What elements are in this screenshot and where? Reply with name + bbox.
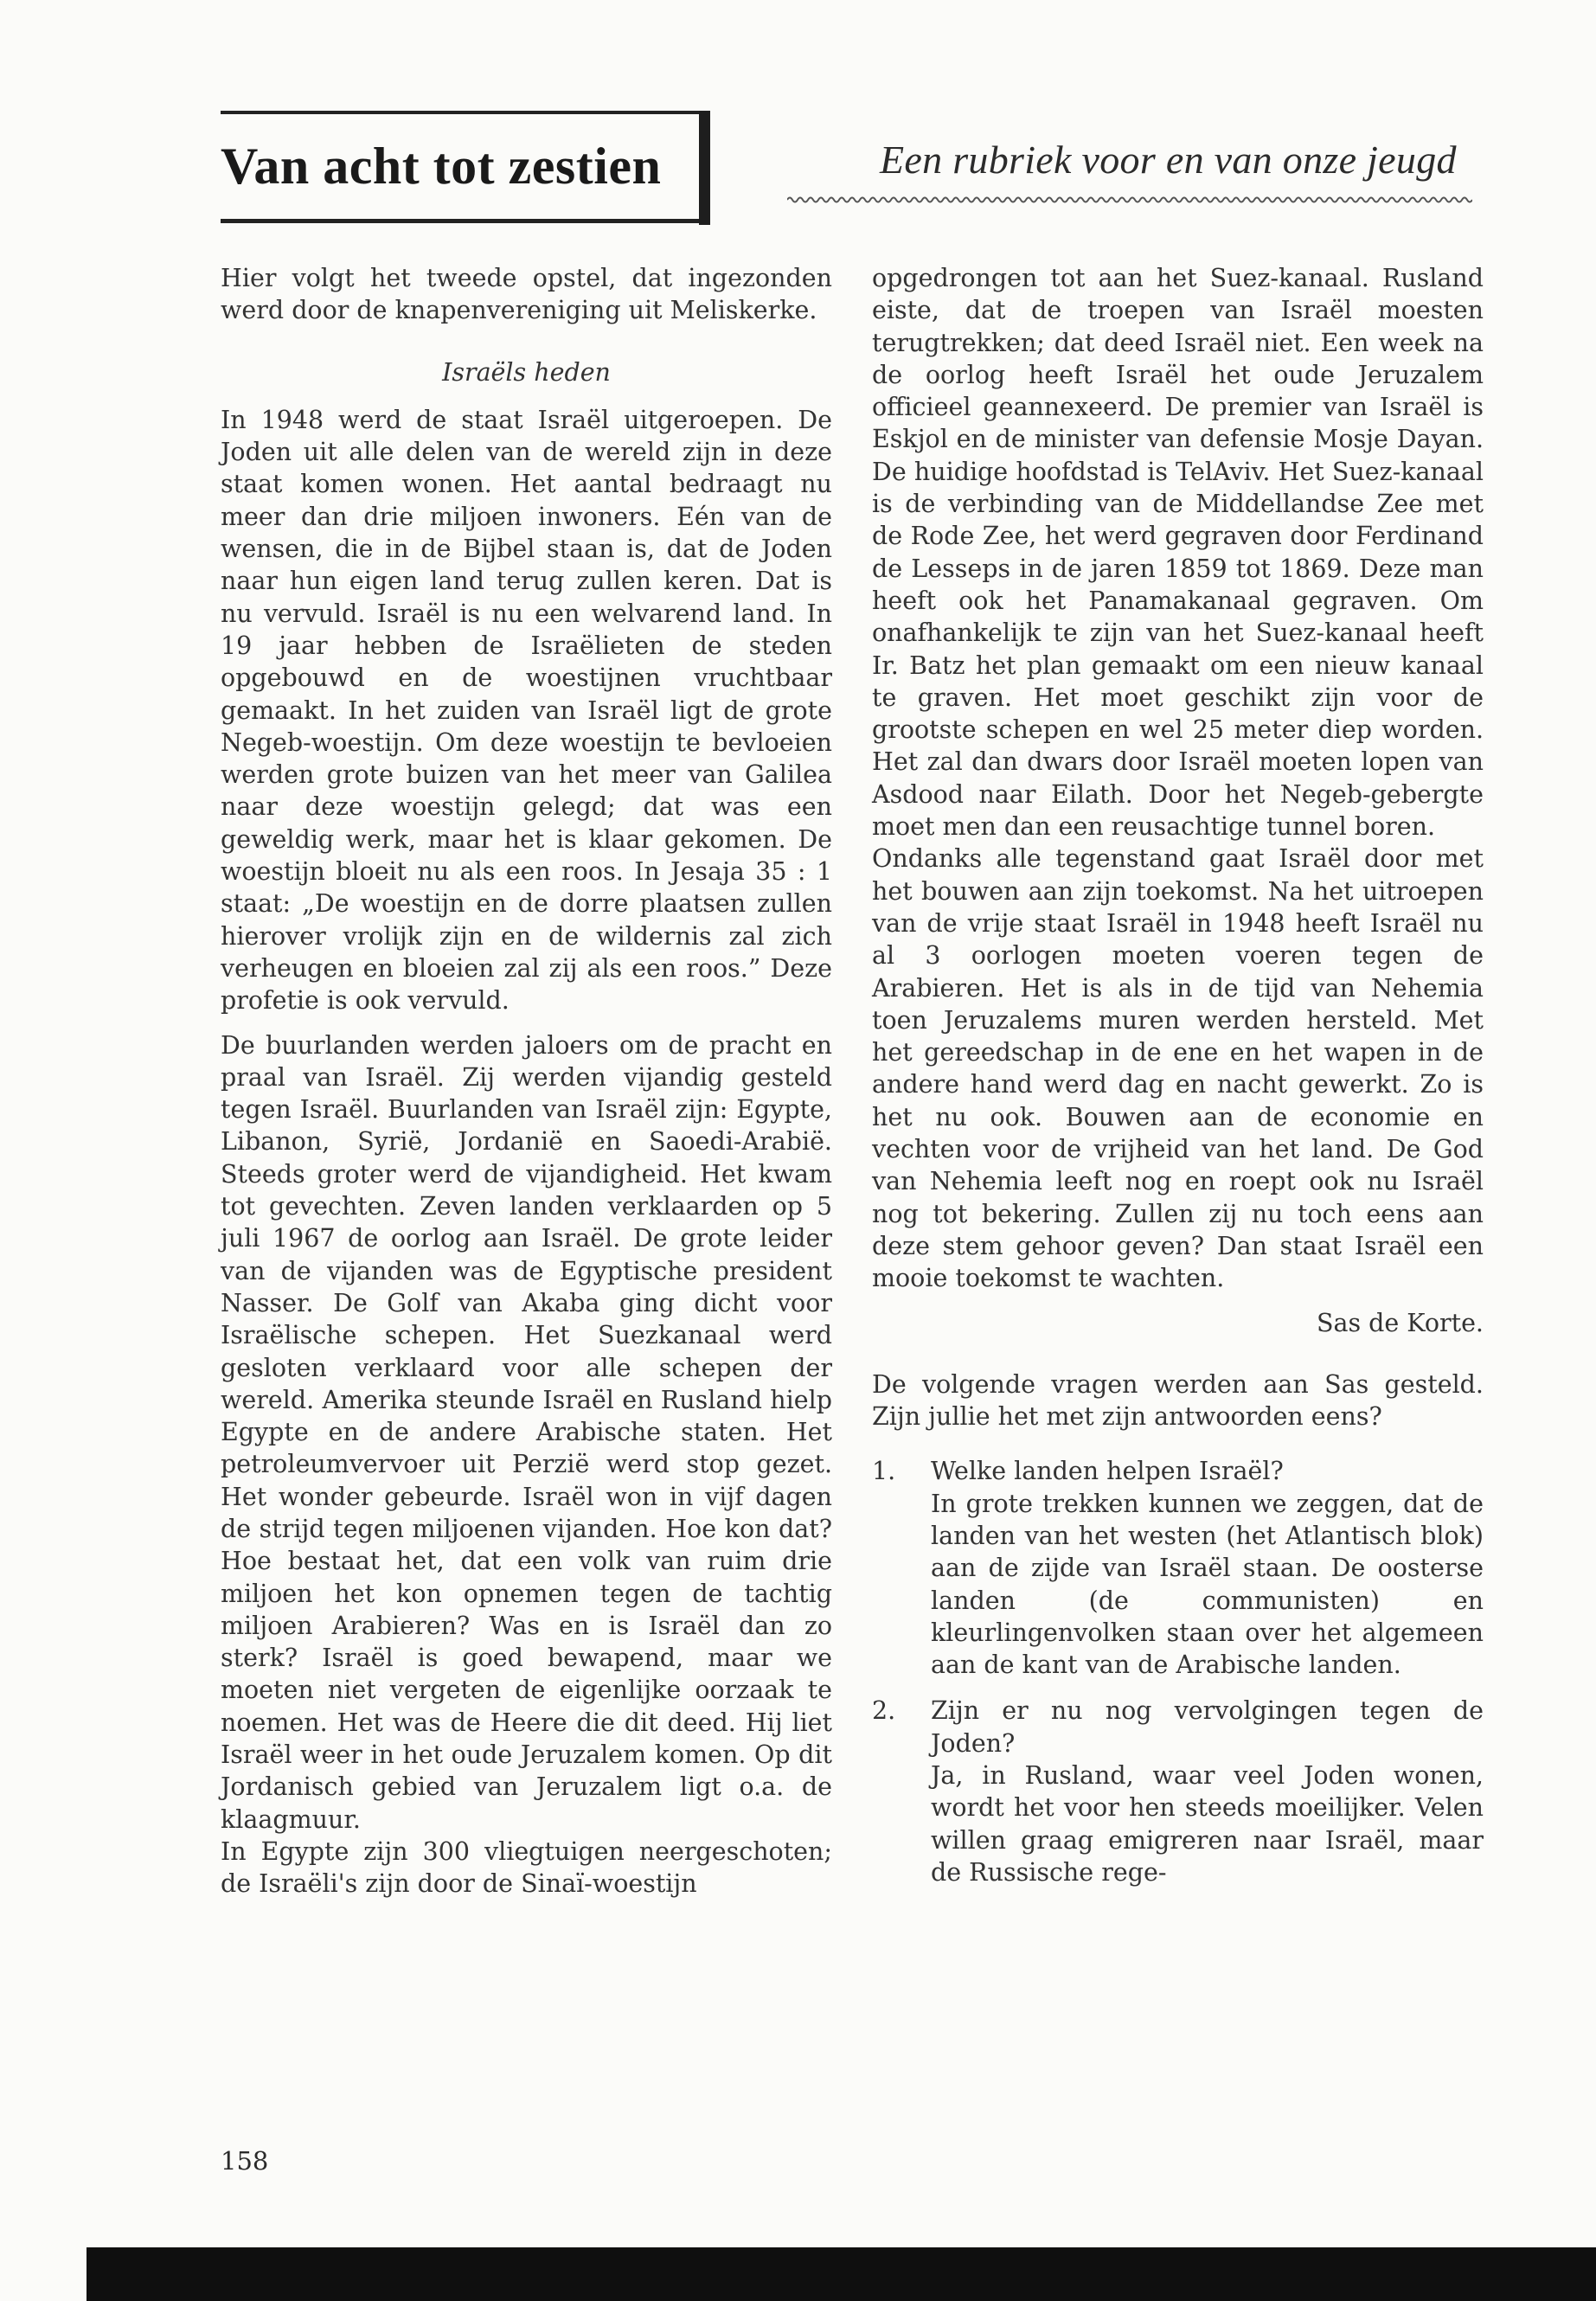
article-paragraph-1: In 1948 werd de staat Israël uitgeroepen. De Joden uit alle delen van de wereld zijn in deze staat komen wonen. Het aantal bedraagt nu meer dan drie miljoen inwoners. Eén van de wensen, die in de Bijbel staan is, dat de Joden naar hun eigen land terug zullen keren. Dat is nu vervuld. Israël is nu een welvarend land. In 19 jaar hebben de Israëlieten de steden opgebouwd en de woestijnen vruchtbaar gemaakt. In het zuiden van Israël ligt de grote Negeb-woestijn. Om deze woestijn te bevloeien werden grote buizen van het meer van Galilea naar deze woestijn gelegd; dat was een geweldig werk, maar het is klaar gekomen. De woestijn bloeit nu als een roos. In Jesaja 35 : 1 staat: „De woestijn en de dorre plaatsen zullen hierover vrolijk zijn en de wildernis zal zich verheugen en bloeien zal zij als een roos.” Deze profetie is ook vervuld.: [221, 405, 832, 1016]
author-signature: Sas de Korte.: [1316, 1308, 1484, 1337]
question-item: [872, 1695, 1484, 1888]
section-header: [221, 111, 1475, 228]
section-subtitle: Een rubriek voor en van onze jeugd: [880, 138, 1457, 182]
question-text: Welke landen helpen Israël?: [931, 1457, 1284, 1486]
article-subheading: Israëls heden: [442, 357, 611, 387]
article-paragraph-4: opgedrongen tot aan het Suez-kanaal. Rusland eiste, dat de troepen van Israël moesten terugtrekken; dat deed Israël niet. Een week na de oorlog heeft Israël het oude Jeruzalem officieel geannexeerd. De premier van Israël is Eskjol en de minister van defensie Mosje Dayan. De huidige hoofdstad is TelAviv. Het Suez-kanaal is de verbinding van de Middellandse Zee met de Rode Zee, het werd gegraven door Ferdinand de Lesseps in de jaren 1859 tot 1869. Deze man heeft ook het Panamakanaal gegraven. Om onafhankelijk te zijn van het Suez-kanaal heeft Ir. Batz het plan gemaakt om een nieuw kanaal te graven. Het moet geschikt zijn voor de grootste schepen en wel 25 meter diep worden. Het zal dan dwars door Israël moeten lopen van Asdood naar Eilath. Door het Negeb-gebergte moet men dan een reusachtige tunnel boren.: [872, 264, 1484, 842]
left-column: [221, 262, 832, 1900]
header-rule-bottom: [221, 219, 705, 223]
question-list: [872, 1455, 1484, 1888]
article-paragraph-2: De buurlanden werden jaloers om de pracht en praal van Israël. Zij werden vijandig gesteld tegen Israël. Buurlanden van Israël zijn: Egypte, Libanon, Syrië, Jordanië en Saoedi-Arabië. Steeds groter werd de vijandigheid. Het kwam tot gevechten. Zeven landen verklaarden op 5 juli 1967 de oorlog aan Israël. De grote leider van de vijanden was de Egyptische president Nasser. De Golf van Akaba ging dicht voor Israëlische schepen. Het Suezkanaal werd gesloten verklaard voor alle schepen der wereld. Amerika steunde Israël en Rusland hielp Egypte en de andere Arabische staten. Het petroleumvervoer uit Perzië werd stop gezet. Het wonder gebeurde. Israël won in vijf dagen de strijd tegen miljoenen vijanden. Hoe kon dat? Hoe bestaat het, dat een volk van ruim drie miljoen het kon opnemen tegen de tachtig miljoen Arabieren? Was en is Israël dan zo sterk? Israël is goed bewapend, maar we moeten niet vergeten de eigenlijke oorzaak te noemen. Het was de Heere die dit deed. Hij liet Israël weer in het oude Jeruzalem komen. Op dit Jordanisch gebied van Jeruzalem ligt o.a. de klaagmuur.: [221, 1030, 832, 1834]
question-item: [872, 1455, 1484, 1681]
right-column: [872, 262, 1484, 1902]
question-number: 1.: [872, 1457, 896, 1486]
page-number: 158: [221, 2146, 269, 2176]
header-vertical-bar: [699, 111, 710, 225]
question-number: 2.: [872, 1696, 896, 1726]
answer-text: Ja, in Rusland, waar veel Joden wonen, wordt het voor hen steeds moeilijker. Velen willen graag emigreren naar Israël, maar de Russische rege-: [931, 1761, 1484, 1887]
wavy-underline: [787, 194, 1472, 206]
section-title: Van acht tot zestien: [221, 138, 662, 195]
header-rule-top: [221, 111, 705, 114]
intro-paragraph: Hier volgt het tweede opstel, dat ingezonden werd door de knapenvereniging uit Meliskerke.: [221, 264, 832, 325]
questions-intro: De volgende vragen werden aan Sas gesteld. Zijn jullie het met zijn antwoorden eens?: [872, 1369, 1484, 1432]
question-text: Zijn er nu nog vervolgingen tegen de Joden?: [931, 1696, 1484, 1758]
answer-text: In grote trekken kunnen we zeggen, dat de landen van het westen (het Atlantisch blok) aan de zijde van Israël staan. De oosterse landen (de communisten) en kleurlingenvolken staan over het algemeen aan de kant van de Arabische landen.: [931, 1489, 1484, 1680]
article-paragraph-5: Ondanks alle tegenstand gaat Israël door met het bouwen aan zijn toekomst. Na het uitroepen van de vrije staat Israël in 1948 heeft Israël nu al 3 oorlogen moeten voeren tegen de Arabieren. Het is als in de tijd van Nehemia toen Jeruzalems muren werden hersteld. Met het gereedschap in de ene en het wapen in de andere hand werd dag en nacht gewerkt. Zo is het nu ook. Bouwen aan de economie en vechten voor de vrijheid van het land. De God van Nehemia leeft nog en roept ook nu Israël nog tot bekering. Zullen zij nu toch eens aan deze stem gehoor geven? Dan staat Israël een mooie toekomst te wachten.: [872, 844, 1484, 1293]
article-paragraph-3: In Egypte zijn 300 vliegtuigen neergeschoten; de Israëli's zijn door de Sinaï-woestijn: [221, 1836, 832, 1899]
scan-edge-bar: [87, 2247, 1596, 2301]
